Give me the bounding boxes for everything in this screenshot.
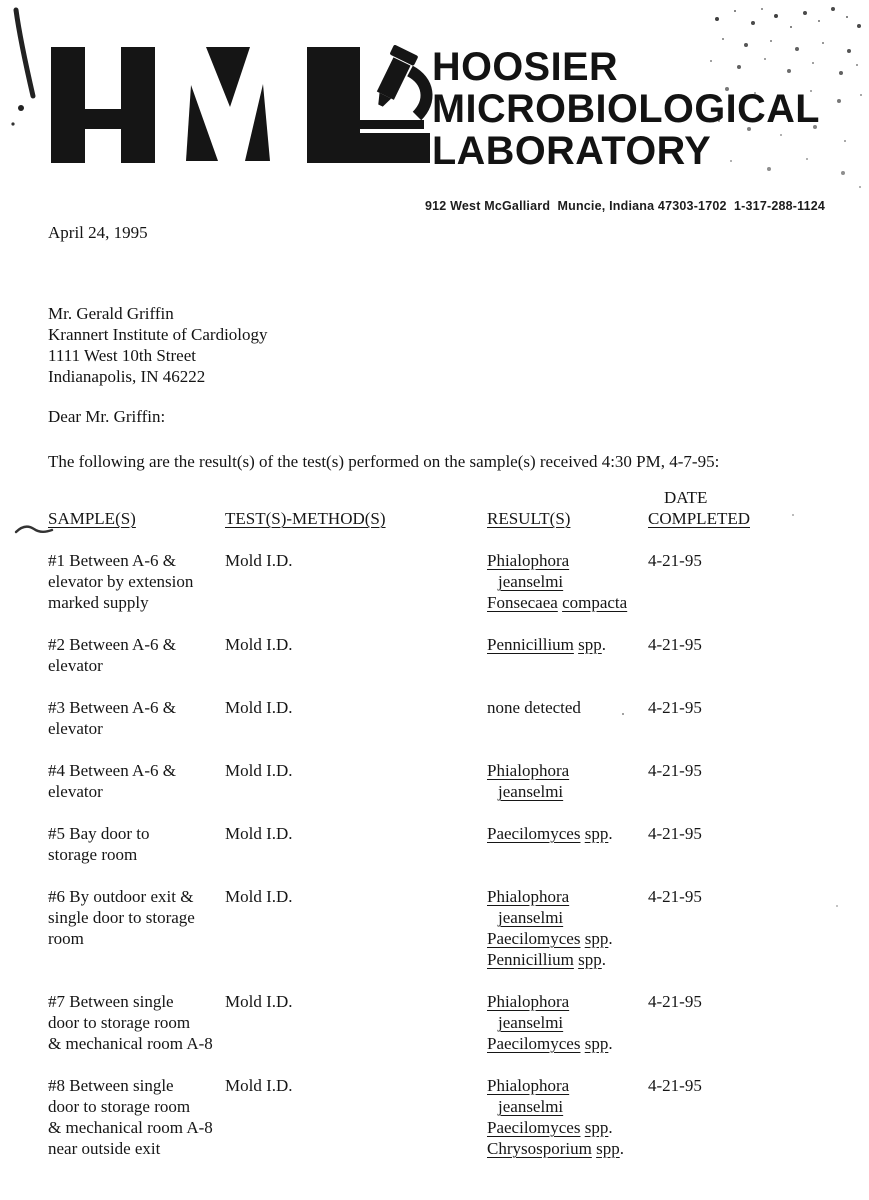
date-completed-cell: 4-21-95 [648,887,702,906]
scan-pen-mark [4,4,48,134]
table-row [48,760,848,802]
date-completed-cell: 4-21-95 [648,698,702,717]
date-completed-cell: 4-21-95 [648,635,702,654]
date-completed-cell: 4-21-95 [648,551,702,570]
recipient-name: Mr. Gerald Griffin [48,304,174,323]
table-row [48,634,848,676]
org-name-line: LABORATORY [432,129,712,173]
org-name [432,46,820,172]
result-cell: Phialophora jeanselmi Paecilomyces spp. Chrysosporium spp. [487,1076,624,1158]
date-completed-cell: 4-21-95 [648,824,702,843]
header-samples: SAMPLE(S) [48,509,136,528]
sample-cell: #4 Between A-6 & elevator [48,761,176,801]
date-completed-cell: 4-21-95 [648,1076,702,1095]
header-date-completed [648,487,848,529]
date-completed-cell: 4-21-95 [648,992,702,1011]
test-method-cell: Mold I.D. [225,824,293,843]
logo-letter-m [186,47,270,161]
sample-cell: #2 Between A-6 & elevator [48,635,176,675]
recipient-city: Indianapolis, IN 46222 [48,367,206,386]
header-date-line2: COMPLETED [648,509,750,528]
logo-letter-h [51,47,155,163]
header-tests-methods: TEST(S)-METHOD(S) [225,509,386,528]
result-cell: Pennicillium spp. [487,635,607,654]
result-cell: Paecilomyces spp. [487,824,613,843]
hml-logo [48,45,438,167]
table-row [48,550,848,613]
test-method-cell: Mold I.D. [225,551,293,570]
table-row [48,1075,848,1159]
test-method-cell: Mold I.D. [225,635,293,654]
table-header-row [48,487,848,529]
scan-noise-speckles [0,0,2,2]
result-cell: Phialophora jeanselmi Paecilomyces spp. [487,992,613,1053]
org-name-line: MICROBIOLOGICAL [432,87,821,131]
table-row [48,823,848,865]
test-method-cell: Mold I.D. [225,1076,293,1095]
header-results: RESULT(S) [487,509,571,528]
table-row [48,886,848,970]
recipient-org: Krannert Institute of Cardiology [48,325,268,344]
test-method-cell: Mold I.D. [225,992,293,1011]
letter-date: April 24, 1995 [48,223,148,242]
results-table [48,487,848,1180]
sample-cell: #6 By outdoor exit & single door to storage room [48,887,195,948]
result-cell: Phialophora jeanselmi Paecilomyces spp. Pennicillium spp. [487,887,613,969]
sample-cell: #7 Between single door to storage room & mechanical room A-8 [48,992,213,1053]
test-method-cell: Mold I.D. [225,698,293,717]
microscope-icon [356,45,427,129]
recipient-address [48,303,268,387]
date-completed-cell: 4-21-95 [648,761,702,780]
recipient-street: 1111 West 10th Street [48,346,196,365]
table-row [48,697,848,739]
test-method-cell: Mold I.D. [225,761,293,780]
result-cell: Phialophora jeanselmi Fonsecaea compacta [487,551,628,612]
table-body [48,550,848,1159]
test-method-cell: Mold I.D. [225,887,293,906]
org-name-line: HOOSIER [432,45,619,89]
result-cell: Phialophora jeanselmi [487,761,570,801]
sample-cell: #5 Bay door to storage room [48,824,150,864]
letterhead-address: 912 West McGalliard Muncie, Indiana 47303-1702 1-317-288-1124 [425,199,826,213]
table-row [48,991,848,1054]
sample-cell: #8 Between single door to storage room & mechanical room A-8 near outside exit [48,1076,213,1158]
intro-paragraph: The following are the result(s) of the test(s) performed on the sample(s) received 4:30 PM, 4-7-95: [48,452,720,471]
sample-cell: #1 Between A-6 & elevator by extension marked supply [48,551,194,612]
header-date-line1: DATE [664,488,708,507]
sample-cell: #3 Between A-6 & elevator [48,698,176,738]
result-cell: none detected [487,698,581,717]
salutation: Dear Mr. Griffin: [48,407,166,426]
